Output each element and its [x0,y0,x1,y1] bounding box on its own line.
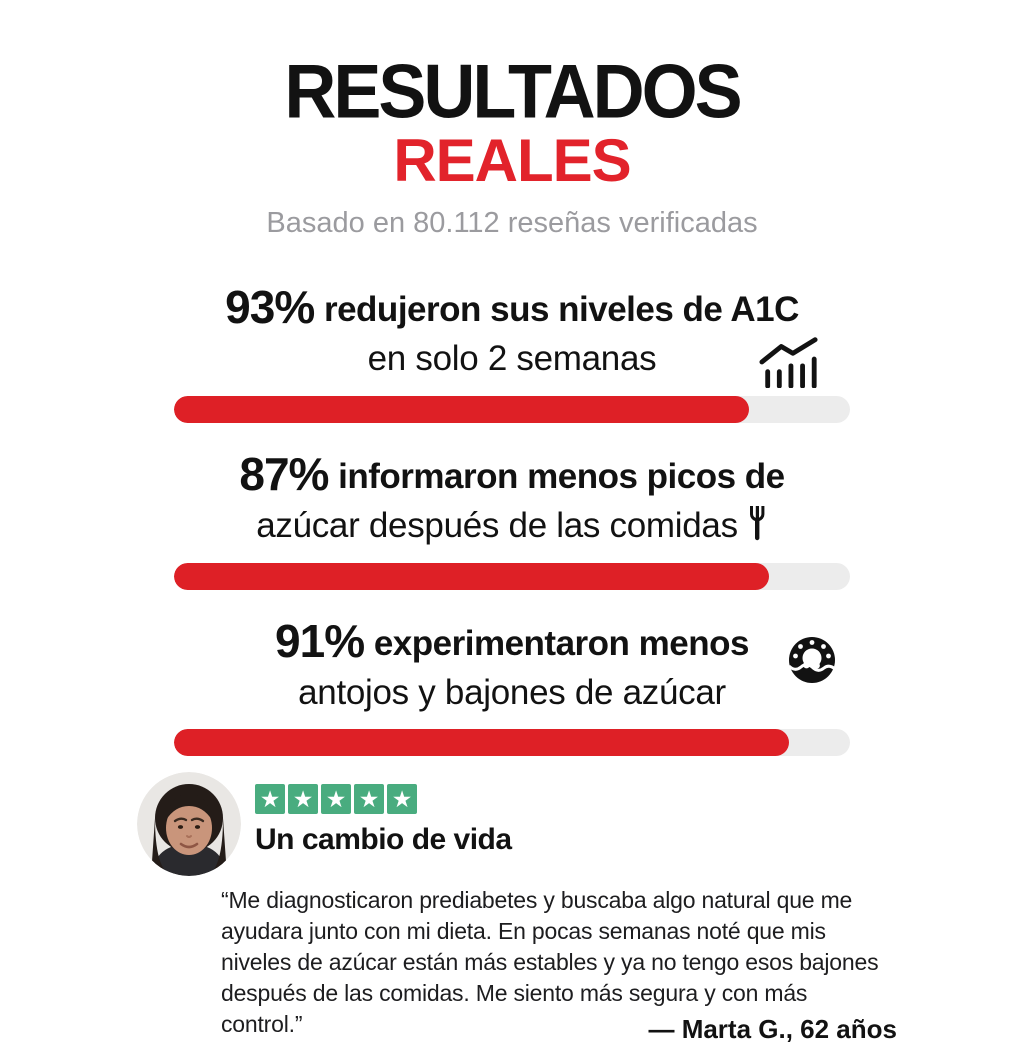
stat-heading [174,278,850,382]
stat-line-2: antojos y bajones de azúcar [298,672,726,712]
stat-text-bold: informaron menos picos de [338,457,785,497]
donut-icon [786,634,838,686]
progress-track [174,396,850,423]
star-icon: ★ [354,784,384,814]
star-icon: ★ [288,784,318,814]
progress-fill [174,563,769,590]
page-title: RESULTADOS [284,49,740,135]
testimonial-section [123,772,901,1045]
stat-text-bold: redujeron sus niveles de A1C [323,290,799,330]
stat-cravings [174,612,850,757]
stat-heading [174,445,850,549]
avatar [137,772,241,876]
fork-icon [746,505,768,541]
stat-text-bold: experimentaron menos [373,623,749,663]
reviews-subtitle: Basado en 80.112 reseñas verificadas [266,207,758,240]
header [0,0,1024,240]
star-icon: ★ [255,784,285,814]
stat-percent: 93% [225,281,315,334]
stat-line-2 [174,504,850,549]
stat-line-1 [174,612,850,671]
progress-fill [174,729,789,756]
quote-line: después de las comidas. Me siento más segura y con más [221,980,808,1007]
stat-percent: 87% [239,448,329,501]
quote-line: niveles de azúcar están más estables y ya no tengo esos bajones [221,949,879,976]
progress-fill [174,396,749,423]
testimonial-title: Un cambio de vida [255,823,512,857]
stat-line-1 [174,278,850,337]
stat-sugar-spikes [174,445,850,590]
bar-chart-icon [758,336,820,388]
star-rating [255,784,512,814]
testimonial-rating-block [255,772,512,857]
stat-line-2: en solo 2 semanas [367,339,657,379]
quote-line: ayudara junto con mi dieta. En pocas semanas noté que mis [221,918,826,945]
stat-a1c [174,278,850,423]
stat-line-1 [174,445,850,504]
stat-percent: 91% [275,614,365,667]
page-title-accent: REALES [393,127,631,195]
stat-line-2-text: azúcar después de las comidas [256,505,738,545]
progress-track [174,729,850,756]
stats-section [174,278,850,756]
star-icon: ★ [321,784,351,814]
testimonial-attribution: — Marta G., 62 años [648,1014,897,1045]
progress-track [174,563,850,590]
stat-heading [174,612,850,716]
star-icon: ★ [387,784,417,814]
testimonial-header-row [123,772,901,876]
quote-line: control.” [221,1011,303,1038]
quote-line: “Me diagnosticaron prediabetes y buscaba algo natural que me [221,887,853,914]
